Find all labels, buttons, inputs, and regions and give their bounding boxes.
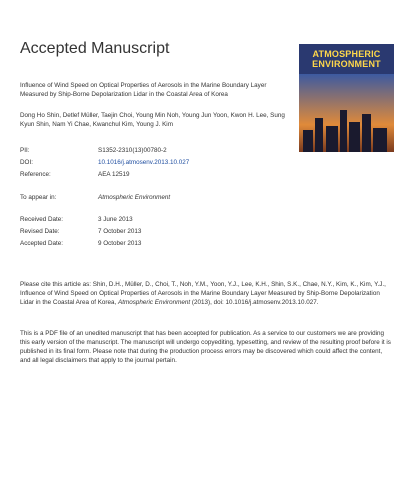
reference-label: Reference: [20,171,51,178]
cover-building [362,114,371,152]
cover-sky [299,74,394,152]
citation-paragraph [20,280,392,307]
citation-journal: Atmospheric Environment [118,299,191,306]
to-appear-label: To appear in: [20,194,57,201]
received-date-value: 3 June 2013 [98,216,133,223]
disclaimer-paragraph: This is a PDF file of an unedited manuscript that has been accepted for publication. As a service to our customers we are providing this early version of the manuscript. The manuscript will undergo copyediting, typesetting, and review of the resulting proof before it is published in its final form. Please note that during the production process errors may be discovered which could affect the content, and all legal disclaimers that apply to the journal pertain. [20,330,391,364]
citation-text: Please cite this article as: Shin, D.H., Müller, D., Choi, T., Noh, Y.M., Yoon, Y.J., Lee, K.H., Shin, S.K., Chae, N.Y., Kim, K., Kim, Y.J., Influence of Wind Speed on Optical Properties of Aerosols in the Marine Boundary Layer Measured by Ship-Borne Depolarization Lidar in the Coastal Area of Korea, [20,281,386,306]
doi-link[interactable]: 10.1016/j.atmosenv.2013.10.027 [98,159,190,166]
cover-building [340,110,347,152]
pii-label: PII: [20,147,30,154]
cover-building [349,122,360,152]
article-title: Influence of Wind Speed on Optical Properties of Aerosols in the Marine Boundary Layer Measured by Ship-Borne Depolarization Lidar in the Coastal Area of Korea [20,82,267,98]
citation-doi: (2013), doi: 10.1016/j.atmosenv.2013.10.027. [191,299,319,306]
cover-building [315,118,323,152]
author-list: Dong Ho Shin, Detlef Müller, Taejin Choi, Young Min Noh, Young Jun Yoon, Kwon H. Lee, Sung Kyun Shin, Nam Yi Chae, Kwanchul Kim, Young J. Kim [20,112,285,128]
accepted-date-value: 9 October 2013 [98,240,142,247]
cover-building [373,128,387,152]
doi-label: DOI: [20,159,33,166]
accepted-date-label: Accepted Date: [20,240,64,247]
journal-name: Atmospheric Environment [98,194,171,201]
page-heading: Accepted Manuscript [20,40,170,57]
pii-value: S1352-2310(13)00780-2 [98,147,167,154]
cover-building [326,126,338,152]
cover-journal-line1: ATMOSPHERIC [312,49,381,59]
cover-building [303,130,313,152]
revised-date-label: Revised Date: [20,228,60,235]
reference-value: AEA 12519 [98,171,130,178]
revised-date-value: 7 October 2013 [98,228,142,235]
journal-cover-image [299,44,394,152]
cover-journal-line2: ENVIRONMENT [312,59,381,69]
received-date-label: Received Date: [20,216,64,223]
